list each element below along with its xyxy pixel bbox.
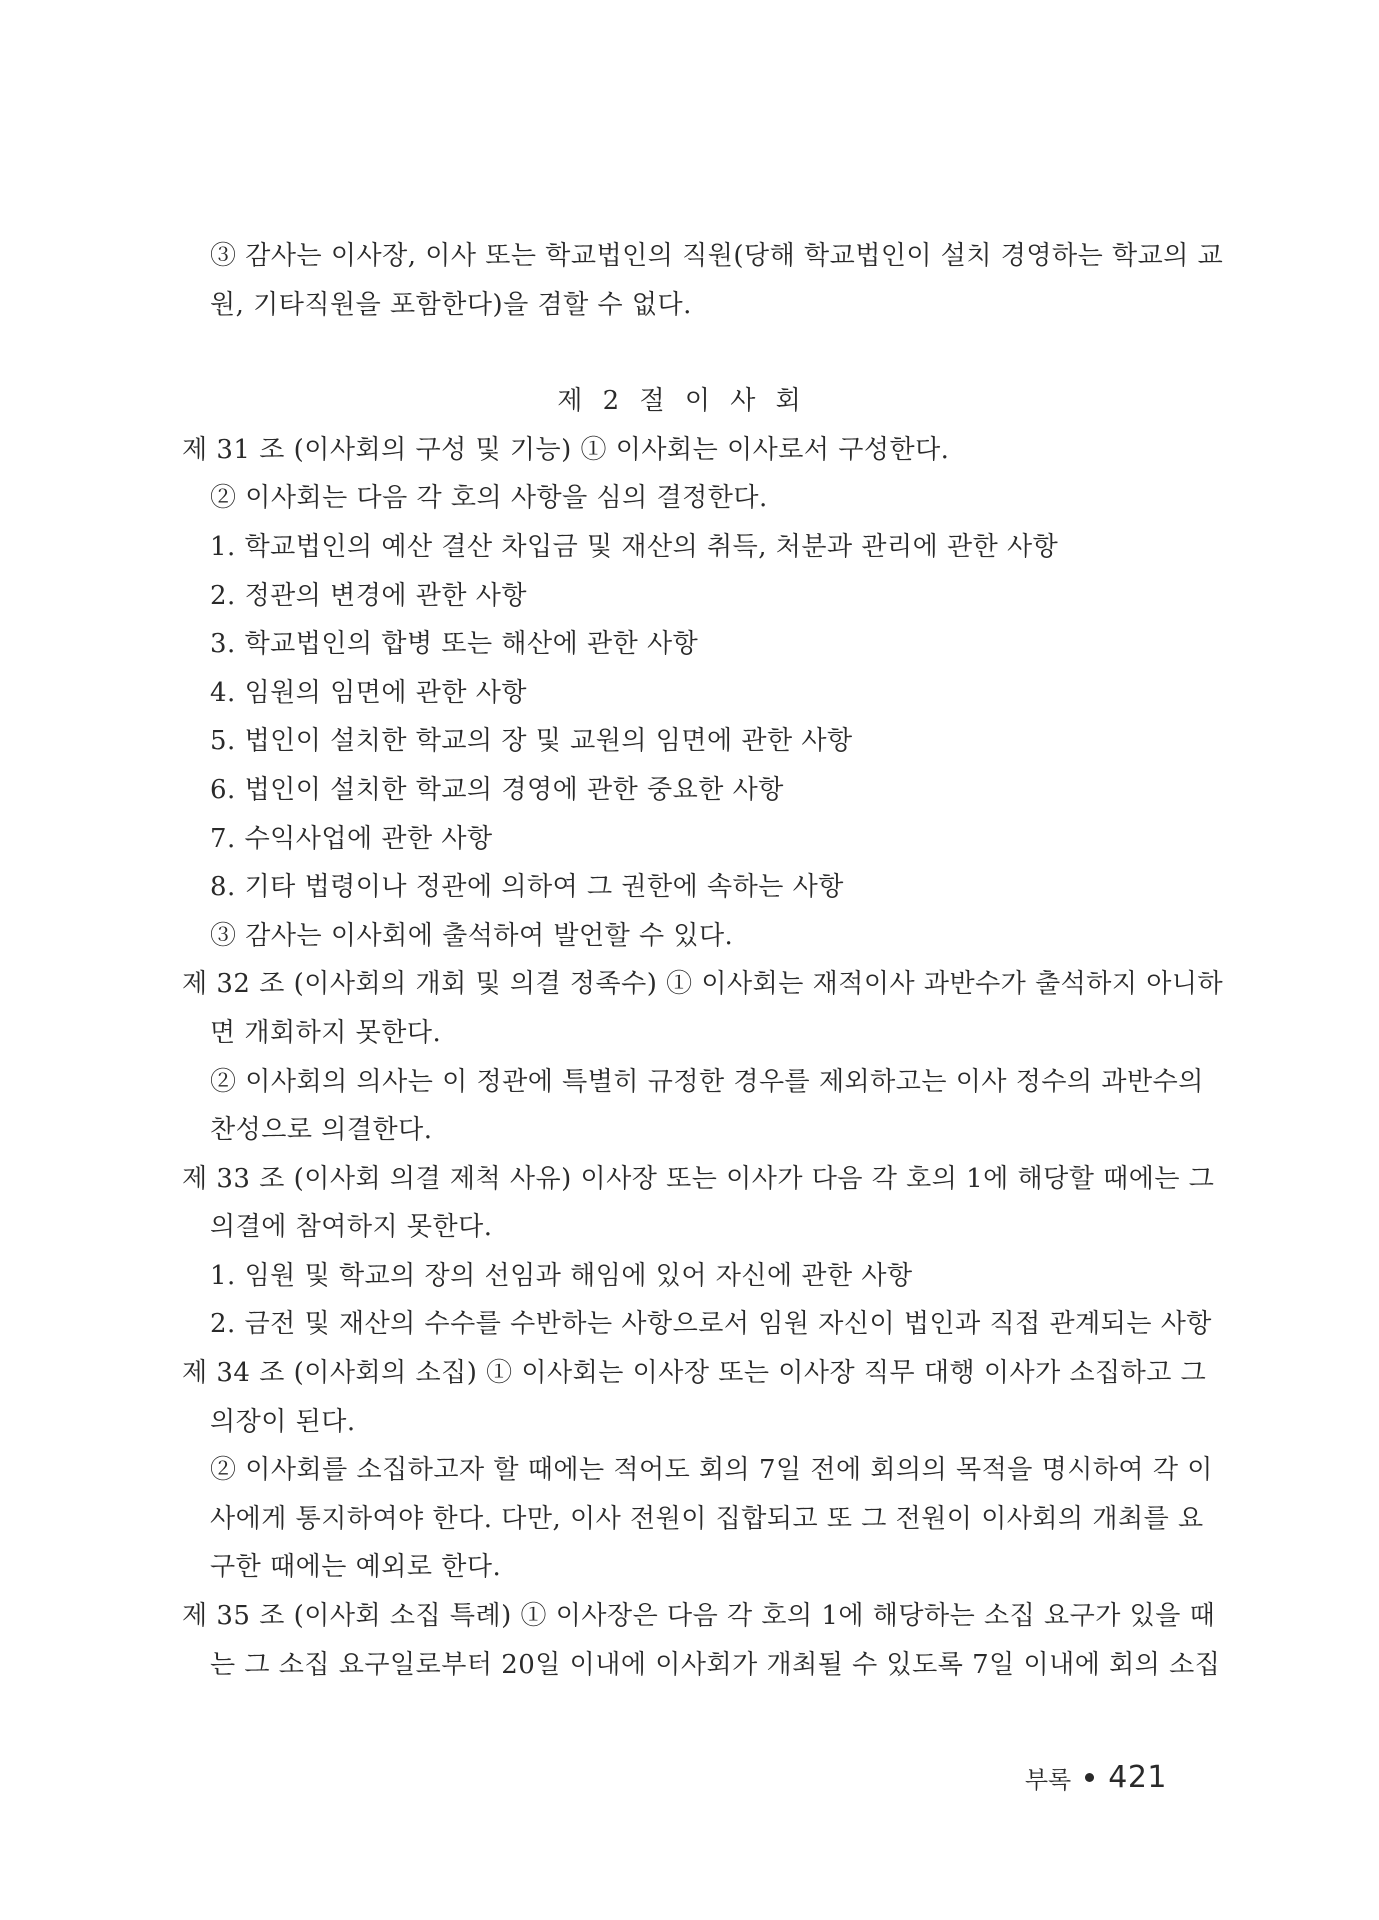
paragraph-line: ② 이사회의 의사는 이 정관에 특별히 규정한 경우를 제외하고는 이사 정수의 과반수의: [210, 1066, 1204, 1097]
paragraph-line: ② 이사회는 다음 각 호의 사항을 심의 결정한다.: [210, 483, 768, 514]
list-item: 6. 법인이 설치한 학교의 경영에 관한 중요한 사항: [210, 774, 784, 805]
bullet-dot-icon: [1085, 1773, 1094, 1782]
section-title: 제 2 절 이 사 회: [557, 386, 807, 417]
footer-label: 부록: [1024, 1766, 1072, 1794]
page-footer: [1025, 1760, 1167, 1795]
article-line: 제 35 조 (이사회 소집 특례) ① 이사장은 다음 각 호의 1에 해당하는 소집 요구가 있을 때: [182, 1601, 1216, 1632]
document-body: [182, 232, 1224, 1689]
article-line: 제 33 조 (이사회 의결 제척 사유) 이사장 또는 이사가 다음 각 호의 1에 해당할 때에는 그: [182, 1163, 1215, 1194]
list-item: 7. 수익사업에 관한 사항: [210, 823, 493, 854]
paragraph-line: 의결에 참여하지 못한다.: [210, 1212, 493, 1243]
paragraph-line: ② 이사회를 소집하고자 할 때에는 적어도 회의 7일 전에 회의의 목적을 명시하여 각 이: [210, 1455, 1213, 1486]
page-number: 421: [1108, 1760, 1167, 1795]
paragraph-line: 면 개회하지 못한다.: [210, 1017, 442, 1048]
list-item: 1. 임원 및 학교의 장의 선임과 해임에 있어 자신에 관한 사항: [210, 1260, 913, 1291]
list-item: 2. 금전 및 재산의 수수를 수반하는 사항으로서 임원 자신이 법인과 직접 관계되는 사항: [210, 1309, 1212, 1340]
paragraph-line: 찬성으로 의결한다.: [210, 1115, 433, 1146]
paragraph-line: 의장이 된다.: [210, 1406, 356, 1437]
list-item: 3. 학교법인의 합병 또는 해산에 관한 사항: [210, 629, 699, 660]
spacer: [182, 329, 1182, 367]
article-line: 제 34 조 (이사회의 소집) ① 이사회는 이사장 또는 이사장 직무 대행 이사가 소집하고 그: [182, 1358, 1207, 1389]
article-line: 제 31 조 (이사회의 구성 및 기능) ① 이사회는 이사로서 구성한다.: [182, 434, 950, 465]
list-item: 1. 학교법인의 예산 결산 차입금 및 재산의 취득, 처분과 관리에 관한 사항: [210, 531, 1059, 562]
paragraph-line: ③ 감사는 이사회에 출석하여 발언할 수 있다.: [210, 920, 734, 951]
list-item: 8. 기타 법령이나 정관에 의하여 그 권한에 속하는 사항: [210, 872, 844, 903]
paragraph-line: ③ 감사는 이사장, 이사 또는 학교법인의 직원(당해 학교법인이 설치 경영하는 학교의 교: [210, 241, 1224, 271]
paragraph-line: 사에게 통지하여야 한다. 다만, 이사 전원이 집합되고 또 그 전원이 이사회의 개최를 요: [210, 1503, 1204, 1534]
paragraph-line: 원, 기타직원을 포함한다)을 겸할 수 없다.: [210, 289, 692, 320]
article-line: 제 32 조 (이사회의 개회 및 의결 정족수) ① 이사회는 재적이사 과반수가 출석하지 아니하: [182, 969, 1224, 1000]
paragraph-line: 는 그 소집 요구일로부터 20일 이내에 이사회가 개최될 수 있도록 7일 이내에 회의 소집: [210, 1649, 1221, 1680]
list-item: 5. 법인이 설치한 학교의 장 및 교원의 임면에 관한 사항: [210, 726, 853, 757]
paragraph-line: 구한 때에는 예외로 한다.: [210, 1552, 502, 1583]
list-item: 4. 임원의 임면에 관한 사항: [210, 677, 528, 708]
list-item: 2. 정관의 변경에 관한 사항: [210, 580, 528, 611]
